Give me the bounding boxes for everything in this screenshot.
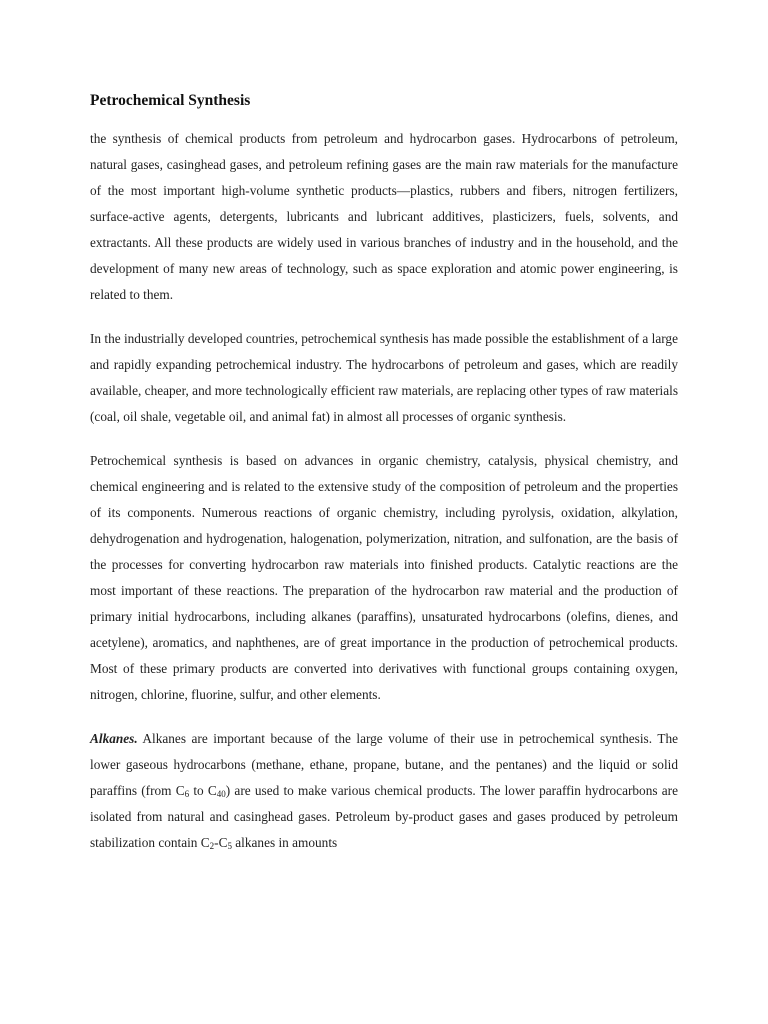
alkanes-text-3: ) are used to make various chemical products. The lower paraffin hydrocarbons are isolated from natural and casinghead gases. Petroleum by-product gases and gases produced by petroleum stabilization contain C [90, 783, 678, 850]
paragraph-alkanes [90, 726, 678, 856]
paragraph-definition: the synthesis of chemical products from petroleum and hydrocarbon gases. Hydrocarbons of petroleum, natural gases, casinghead gases, and petroleum refining gases are the main raw materials for the manufacture of the most important high-volume synthetic products—plastics, rubbers and fibers, nitrogen fertilizers, surface-active agents, detergents, lubricants and lubricant additives, plasticizers, fuels, solvents, and extractants. All these products are widely used in various branches of industry and in the household, and the development of many new areas of technology, such as space exploration and atomic power engineering, is related to them. [90, 131, 678, 302]
subscript-c5: 5 [227, 841, 232, 851]
page-title: Petrochemical Synthesis [90, 92, 251, 109]
subscript-c40: 40 [216, 789, 226, 799]
alkanes-text-5: alkanes in amounts [231, 835, 338, 850]
alkanes-heading: Alkanes. [90, 731, 138, 746]
paragraph-basis: Petrochemical synthesis is based on advances in organic chemistry, catalysis, physical chemistry, and chemical engineering and is related to the extensive study of the composition of petroleum and the properties of its components. Numerous reactions of organic chemistry, including pyrolysis, oxidation, alkylation, dehydrogenation and hydrogenation, halogenation, polymerization, nitration, and sulfonation, are the basis of the processes for converting hydrocarbon raw materials into finished products. Catalytic reactions are the most important of these reactions. The preparation of the hydrocarbon raw material and the production of primary initial hydrocarbons, including alkanes (paraffins), unsaturated hydrocarbons (olefins, dienes, and acetylene), aromatics, and naphthenes, are of great importance in the production of petrochemical products. Most of these primary products are converted into derivatives with functional groups containing oxygen, nitrogen, chlorine, fluorine, sulfur, and other elements. [90, 453, 678, 702]
alkanes-text-2: to C [189, 783, 217, 798]
paragraph-industry: In the industrially developed countries, petrochemical synthesis has made possible the establishment of a large and rapidly expanding petrochemical industry. The hydrocarbons of petroleum and gases, which are readily available, cheaper, and more technologically efficient raw materials, are replacing other types of raw materials (coal, oil shale, vegetable oil, and animal fat) in almost all processes of organic synthesis. [90, 331, 678, 424]
subscript-c2: 2 [209, 841, 215, 851]
subscript-c6: 6 [184, 789, 190, 799]
alkanes-text-1: Alkanes are important because of the large volume of their use in petrochemical synthesis. The lower gaseous hydrocarbons (methane, ethane, propane, butane, and the pentanes) and the liquid or solid paraffins (from C [90, 731, 678, 798]
alkanes-text-4: -C [214, 835, 228, 850]
